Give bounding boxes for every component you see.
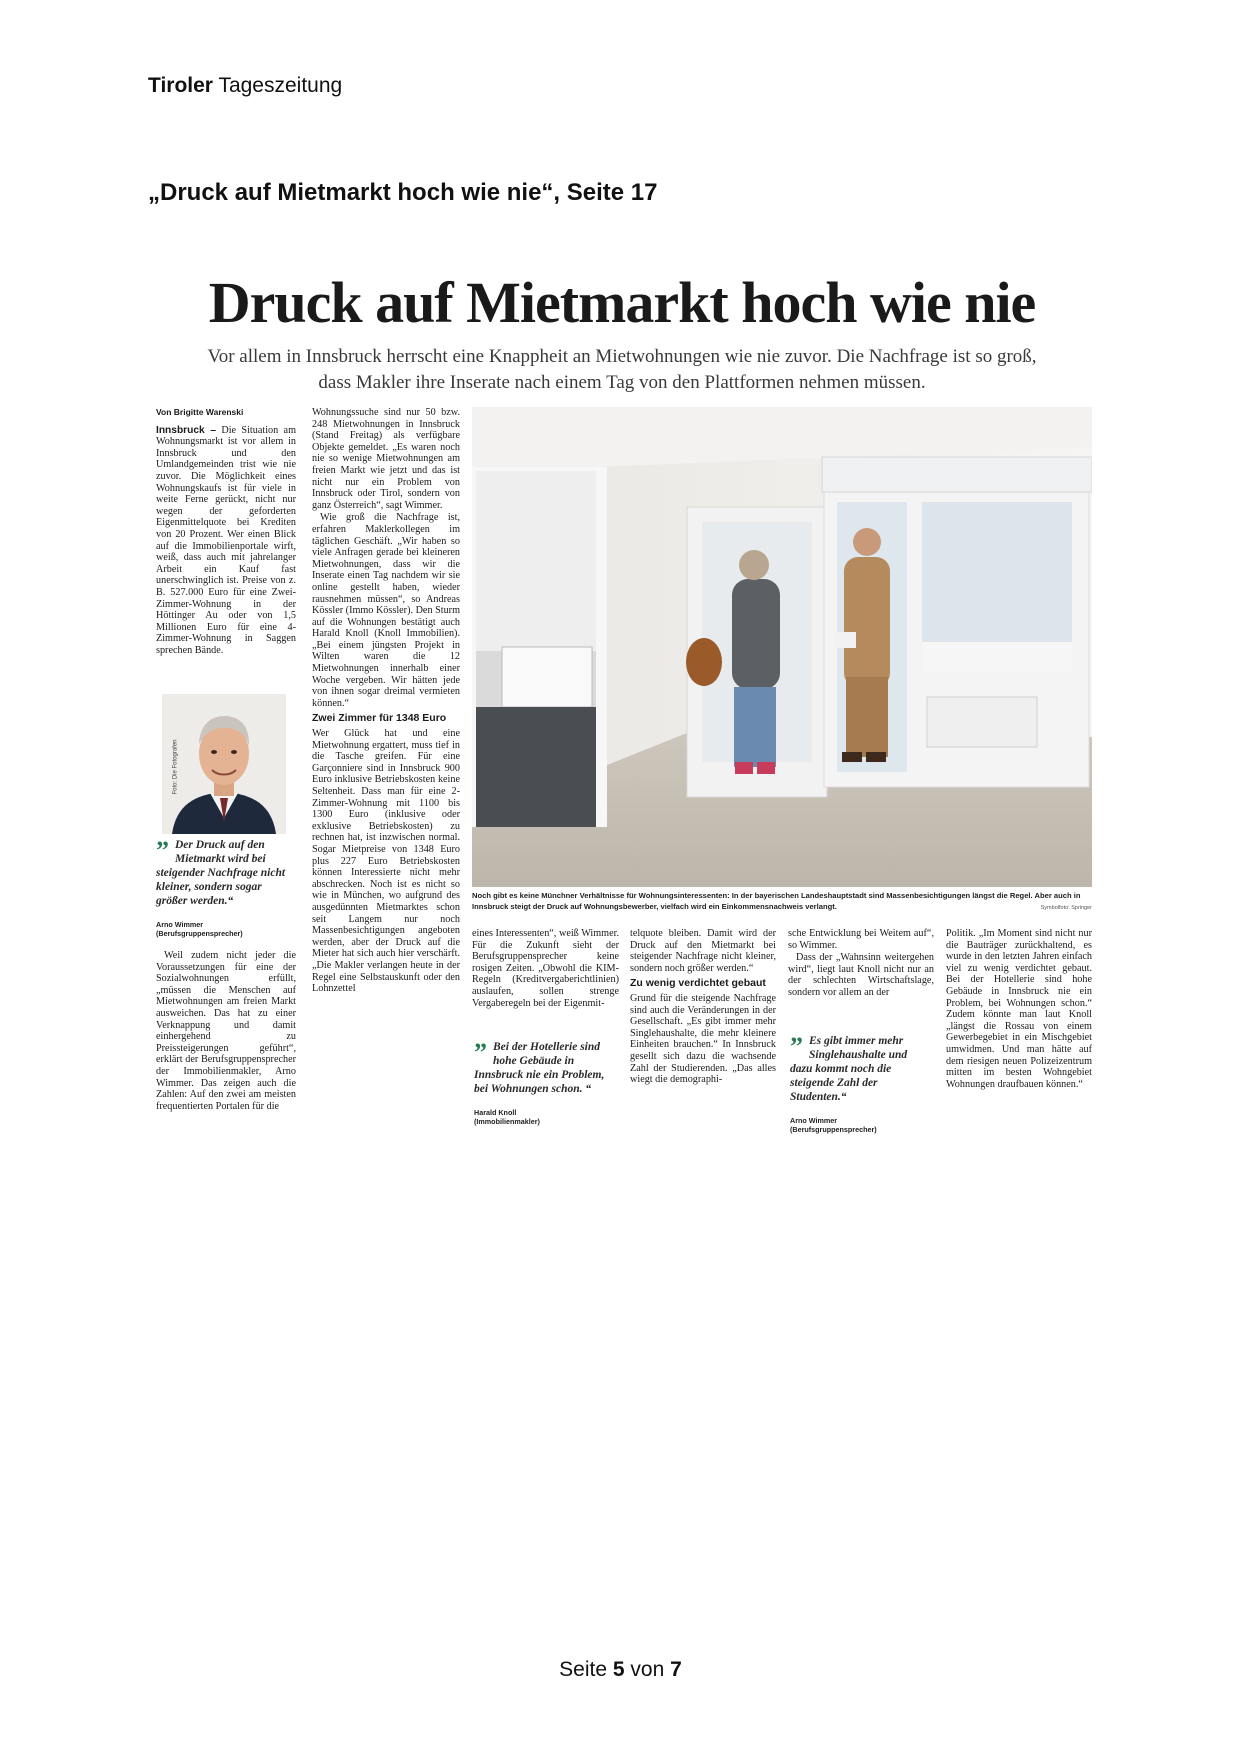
paragraph: Dass der „Wahnsinn weitergehen wird“, liegt laut Knoll nicht nur an der schlechten Wirtschaftslage, sondern vor allem an der xyxy=(788,952,934,998)
portrait-photo-arno-wimmer xyxy=(162,694,286,834)
paragraph: Wohnungssuche sind nur 50 bzw. 248 Mietwohnungen in Innsbruck (Stand Freitag) als verfügbare Objekte gemeldet. „Es waren noch nie so wenige Mietwohnungen am freien Markt wie jetzt und das ist nicht nur ein Problem von Innsbruck oder Tirol, sondern von ganz Österreich“, sagt Wimmer. xyxy=(312,407,460,511)
paragraph: telquote bleiben. Damit wird der Druck auf den Mietmarkt bei steigender Nachfrage nicht kleiner, sondern noch größer werden.“ xyxy=(630,928,776,974)
paragraph xyxy=(156,425,296,657)
paragraph: Wie groß die Nachfrage ist, erfahren Maklerkollegen im täglichen Geschäft. „Wir haben so viele Anfragen gerade bei kleineren Mietwohnungen, dass wir die Inserate einen Tag nachdem wir sie online gestellt haben, wieder rausnehmen müssen“, so Andreas Kössler (Immo Kössler). Den Sturm auf die Wohnungen bestätigt auch Harald Knoll (Knoll Immobilien). „Bei einem jüngsten Projekt in Wilten waren die 12 Mietwohnungen innerhalb einer Woche vergeben. Wir hätten jede von ihnen sogar dreimal vermieten können.“ xyxy=(312,512,460,709)
publication-name-bold: Tiroler xyxy=(148,74,213,97)
article-column-6 xyxy=(946,928,1092,1138)
photo-caption xyxy=(472,891,1092,912)
article-column-1 xyxy=(156,407,296,689)
pull-quote-1 xyxy=(156,838,292,938)
publication-name xyxy=(148,74,342,98)
pull-quote-text: Es gibt immer mehr Singlehaushalte und dazu kommt noch die steigende Zahl der Studenten.“ xyxy=(790,1035,908,1103)
current-page-number: 5 xyxy=(612,1658,625,1681)
article-column-2 xyxy=(312,407,460,1134)
apartment-viewing-photo xyxy=(472,407,1092,887)
article-column-1-continued xyxy=(156,950,296,1134)
article-headline: Druck auf Mietmarkt hoch wie nie xyxy=(208,270,1036,335)
pull-quote-role: (Immobilienmakler) xyxy=(474,1117,540,1126)
total-pages-number: 7 xyxy=(670,1658,682,1681)
quote-mark-icon: ” xyxy=(790,1032,803,1061)
quote-mark-icon: ” xyxy=(474,1038,487,1067)
photo-caption-text: Noch gibt es keine Münchner Verhältnisse für Wohnungsinteressenten: In der bayerischen Landeshauptstadt sind Massenbesichtigungen längst die Regel. Aber auch in Innsbruck steigt der Druck auf Wohnungsbewerber, vielfach wird ein Einkommensnachweis verlangt. xyxy=(472,891,1081,911)
article-subhead: Vor allem in Innsbruck herrscht eine Knappheit an Mietwohnungen wie nie zuvor. Die Nachfrage ist so groß, dass Makler ihre Inserate nach einem Tag von den Plattformen nehmen müssen. xyxy=(207,346,1037,393)
pull-quote-text: Der Druck auf den Mietmarkt wird bei steigender Nachfrage nicht kleiner, sondern sogar größer werden.“ xyxy=(156,839,286,907)
dateline: Innsbruck – xyxy=(156,424,216,436)
clip-title: „Druck auf Mietmarkt hoch wie nie“, Seite 17 xyxy=(148,179,658,206)
newspaper-article xyxy=(152,270,1092,1146)
pull-quote-2 xyxy=(474,1040,614,1126)
paragraph: Grund für die steigende Nachfrage sind auch die Veränderungen in der Gesellschaft. „Es gibt immer mehr Singlehaushalte, die mehr kleinere Einheiten brauchen.“ In Innsbruck gesellt sich dazu die wachsende Zahl der Studierenden. „Das alles wiegt die demographi- xyxy=(630,992,776,1086)
quote-mark-icon: ” xyxy=(156,836,169,865)
pull-quote-role: (Berufsgruppensprecher) xyxy=(790,1125,877,1134)
paragraph: Wer Glück hat und eine Mietwohnung ergattert, muss tief in die Tasche greifen. Für eine Garçonniere sind in Innsbruck 900 Euro inklusive Betriebskosten keine Seltenheit. Dass man für eine 2-Zimmer-Wohnung mit 1100 bis 1300 Euro (inklusive oder exklusive Betriebskosten) zu rechnen hat, ist inzwischen normal. Sogar Mietpreise von 1348 Euro plus 227 Euro Betriebskosten können Interessierte nicht mehr abschrecken. Noch ist es nicht so wie in München, wo aufgrund des ausgedünnten Mietmarktes schon seit Langem nur noch Massenbesichtigungen angeboten werden, aber der Druck auf die Mieter hat sich auch hier verschärft. „Die Makler verlangen heute in der Regel eine Selbstauskunft oder den Lohnzettel xyxy=(312,728,460,995)
pull-quote-author: Arno Wimmer xyxy=(156,920,204,929)
article-column-4 xyxy=(630,928,776,1134)
paragraph: Weil zudem nicht jeder die Voraussetzungen für eine der Sozialwohnungen erfüllt, „müssen die Menschen auf Mietwohnungen am freien Markt ausweichen. Das hat zu einer Verknappung und damit einhergehend zu Preissteigerungen geführt“, erklärt der Berufsgruppensprecher der Immobilienmakler, Arno Wimmer. Das zeigen auch die Zahlen: Auf den zwei am meisten frequentierten Portalen für die xyxy=(156,950,296,1112)
page-label: Seite xyxy=(559,1658,608,1681)
pull-quote-author: Arno Wimmer xyxy=(790,1116,838,1125)
byline: Von Brigitte Warenski xyxy=(156,407,244,417)
paragraph: sche Entwicklung bei Weitem auf“, so Wimmer. xyxy=(788,928,934,951)
photo-credit: Symbolfoto: Springer xyxy=(1040,904,1092,911)
page-footer xyxy=(0,1658,1241,1682)
portrait-credit: Foto: Die Fotografen xyxy=(172,739,179,795)
paragraph: Politik. „Im Moment sind nicht nur die Bauträger zurückhaltend, es wurde in den letzten Jahren einfach viel zu wenig verdichtet gebaut. Bei der Hotellerie sind hohe Gebäude in Innsbruck nie ein Problem, bei Wohnungen schon.“ Zudem könnte man laut Knoll „längst die Rossau von einem Gewerbegebiet in ein Mischgebiet umwidmen. Und man hätte auf dem riesigen neuen Polizeizentrum mitten im besten Wohngebiet Wohnungen draufbauen können.“ xyxy=(946,928,1092,1090)
portrait-illustration xyxy=(162,694,286,834)
publication-name-rest: Tageszeitung xyxy=(218,74,343,97)
pull-quote-text: Bei der Hotellerie sind hohe Gebäude in Innsbruck nie ein Problem, bei Wohnungen schon. “ xyxy=(474,1041,605,1095)
page-of-label: von xyxy=(630,1658,665,1681)
paragraph: eines Interessenten“, weiß Wimmer. Für die Zukunft sieht der Berufsgruppensprecher keine rosigen Zeiten. „Obwohl die KIM-Regeln (Kreditvergaberichtlinien) auslaufen, sollen strenge Vergaberegeln bei der Eigenmit- xyxy=(472,928,619,1009)
section-subtitle: Zwei Zimmer für 1348 Euro xyxy=(312,712,447,725)
article-column-5 xyxy=(788,928,934,1028)
pull-quote-3 xyxy=(790,1034,930,1134)
pull-quote-role: (Berufsgruppensprecher) xyxy=(156,929,243,938)
photo-illustration xyxy=(472,407,1092,887)
paragraph-text: Die Situation am Wohnungsmarkt ist vor allem in Innsbruck und den Umlandgemeinden trist wie nie zuvor. Die Möglichkeit eines Wohnungskaufs ist für viele in weite Ferne gerückt, nicht nur wegen der geforderten Eigenmittelquote bei Krediten von 20 Prozent. Wer einen Blick auf die Immobilienportale wirft, weiß, dass auch mit jahrelanger Arbeit ein Kauf fast unerschwinglich ist. Preise von z. B. 527.000 Euro für eine Zwei-Zimmer-Wohnung in der Höttinger Au oder von 1,5 Millionen Euro für eine 4-Zimmer-Wohnung in Saggen sprechen Bände. xyxy=(156,424,296,656)
pull-quote-author: Harald Knoll xyxy=(474,1108,517,1117)
section-subtitle: Zu wenig verdichtet gebaut xyxy=(630,977,766,990)
article-column-3 xyxy=(472,928,619,1018)
